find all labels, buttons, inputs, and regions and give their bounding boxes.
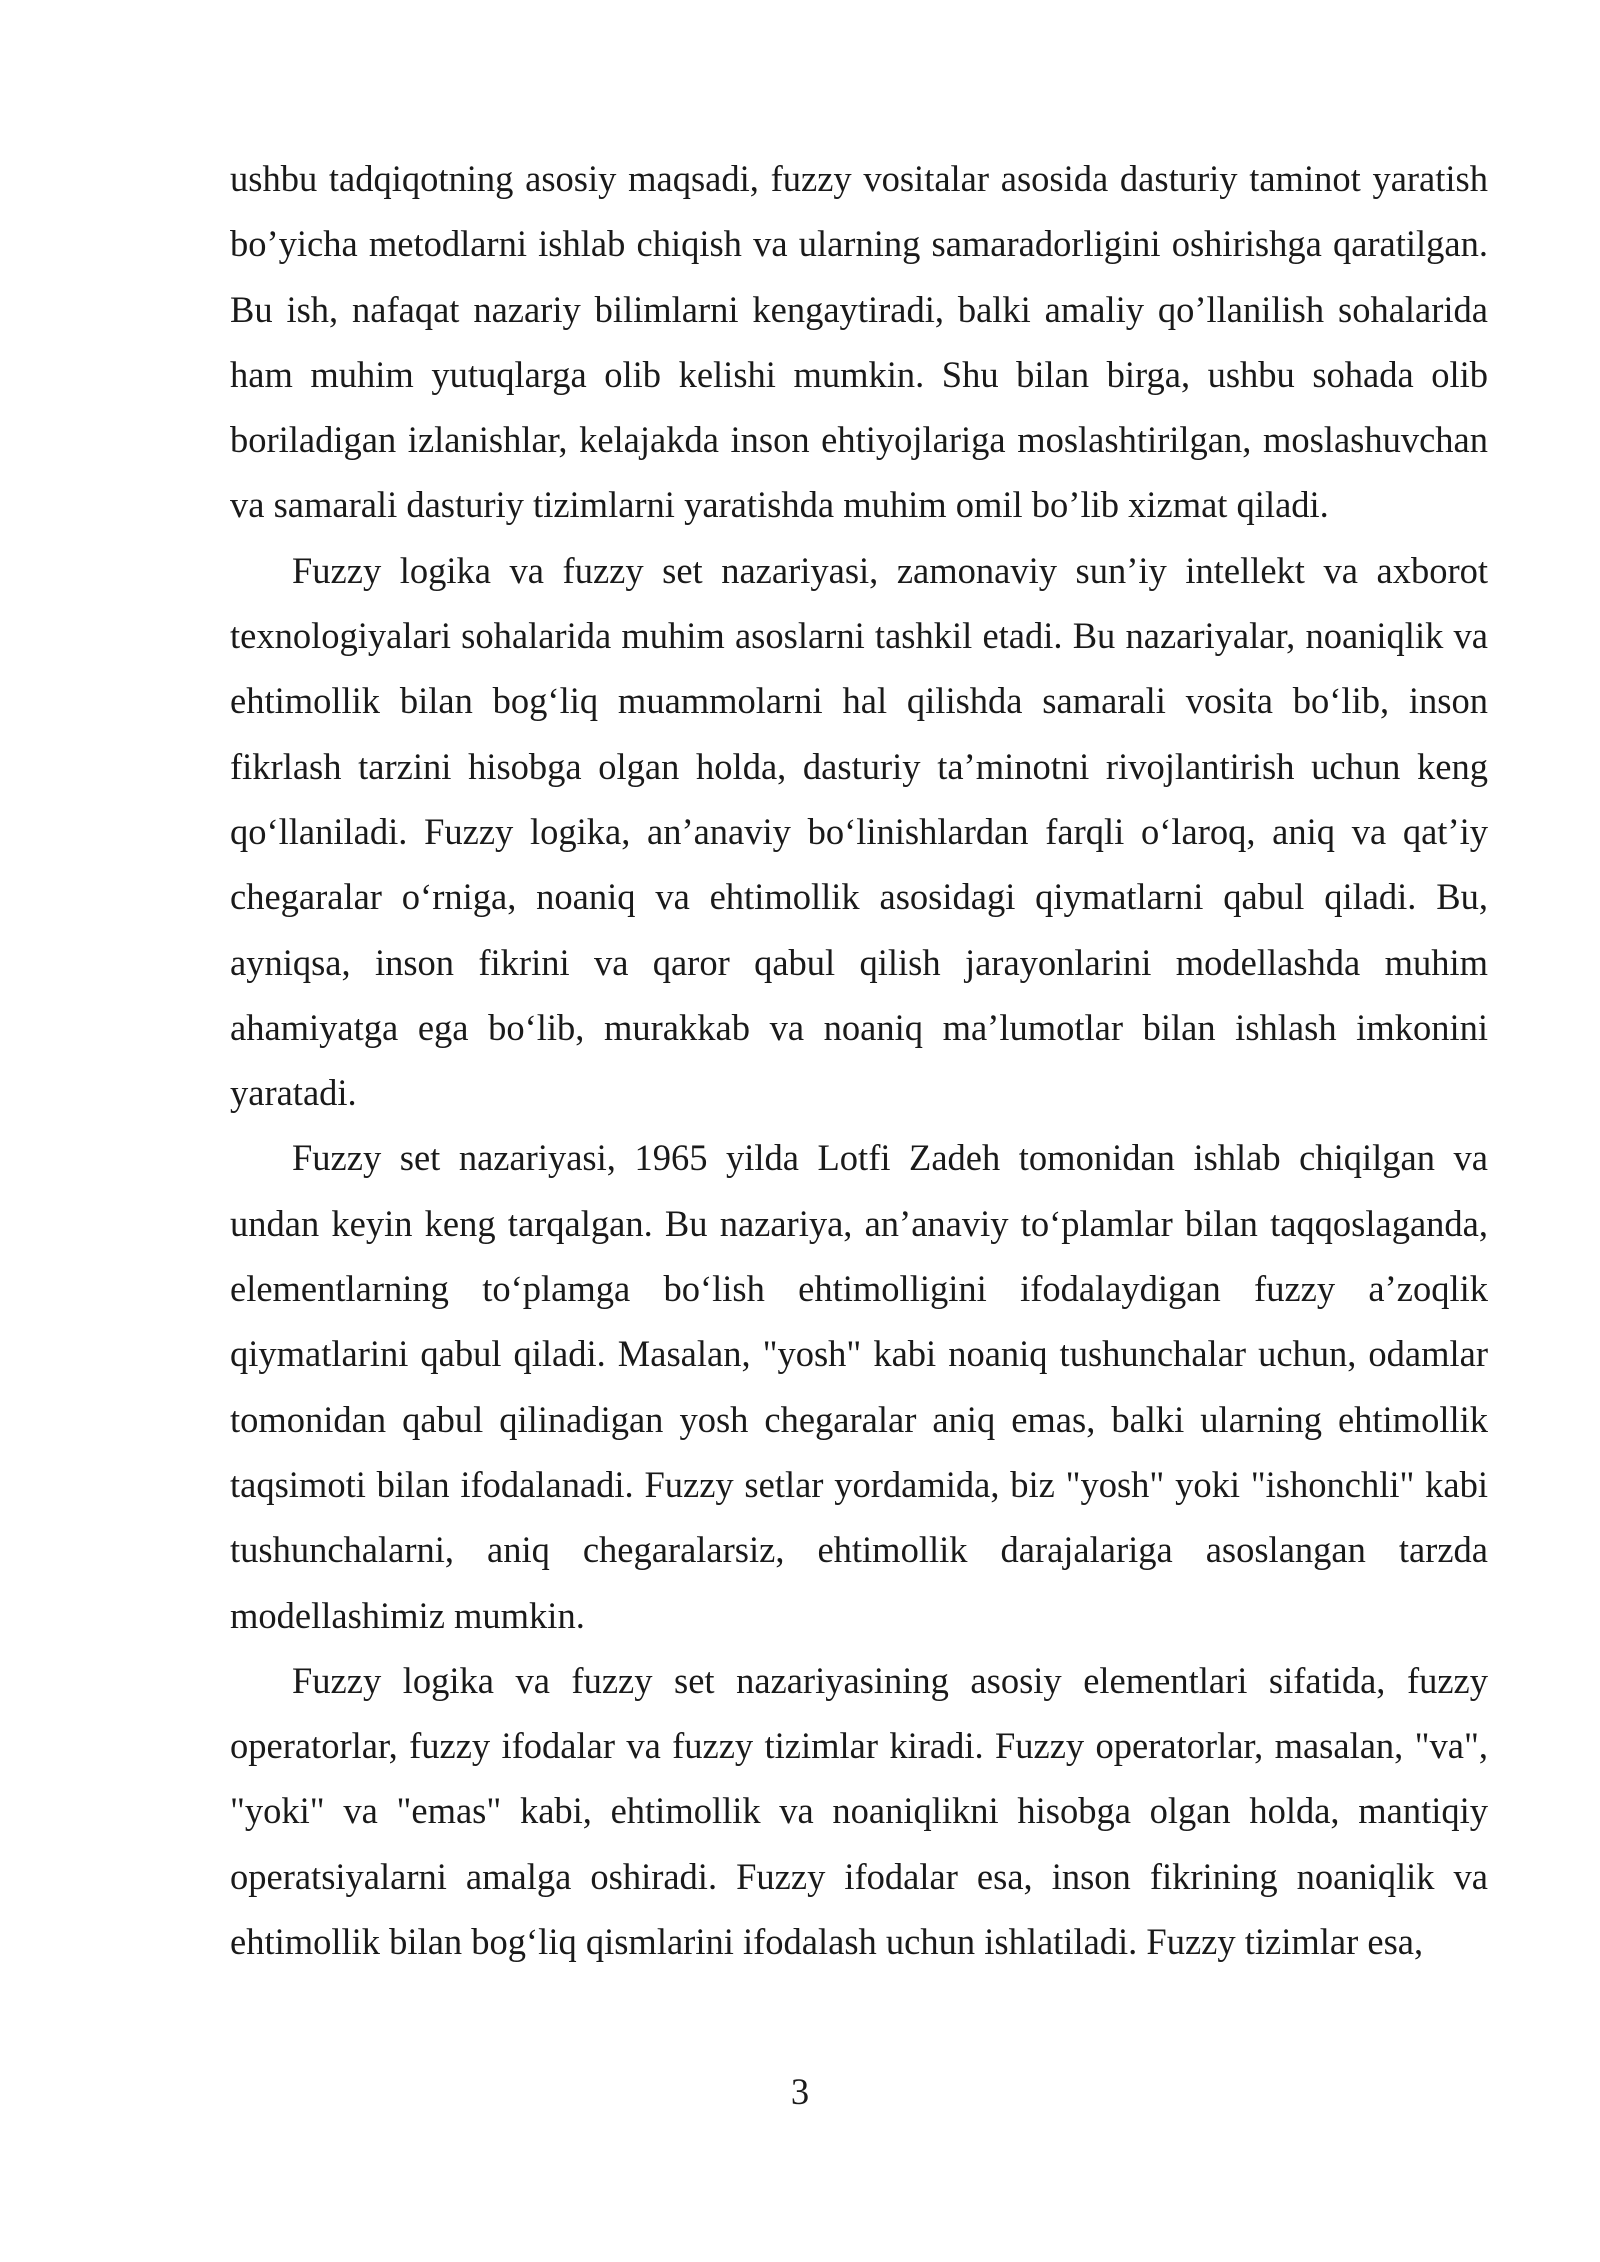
- paragraph-2: Fuzzy logika va fuzzy set nazariyasi, zamonaviy sun’iy intellekt va axborot texnologiyalari sohalarida muhim asoslarni tashkil etadi. Bu nazariyalar, noaniqlik va ehtimollik bilan bog‘liq muammolarni hal qilishda samarali vosita bo‘lib, inson fikrlash tarzini hisobga olgan holda, dasturiy ta’minotni rivojlantirish uchun keng qo‘llaniladi. Fuzzy logika, an’anaviy bo‘linishlardan farqli o‘laroq, aniq va qat’iy chegaralar o‘rniga, noaniq va ehtimollik asosidagi qiymatlarni qabul qiladi. Bu, ayniqsa, inson fikrini va qaror qabul qilish jarayonlarini modellashda muhim ahamiyatga ega bo‘lib, murakkab va noaniq ma’lumotlar bilan ishlash imkonini yaratadi.: [230, 549, 1488, 1114]
- paragraph-4: Fuzzy logika va fuzzy set nazariyasining asosiy elementlari sifatida, fuzzy operatorlar, fuzzy ifodalar va fuzzy tizimlar kiradi. Fuzzy operatorlar, masalan, "va", "yoki" va "emas" kabi, ehtimollik va noaniqlikni hisobga olgan holda, mantiqiy operatsiyalarni amalga oshiradi. Fuzzy ifodalar esa, inson fikrining noaniqlik va ehtimollik bilan bog‘liq qismlarini ifodalash uchun ishlatiladi. Fuzzy tizimlar esa,: [230, 1659, 1488, 1963]
- document-page: [230, 146, 1488, 1974]
- paragraph-1: ushbu tadqiqotning asosiy maqsadi, fuzzy vositalar asosida dasturiy taminot yaratish bo’yicha metodlarni ishlab chiqish va ularning samaradorligini oshirishga qaratilgan. Bu ish, nafaqat nazariy bilimlarni kengaytiradi, balki amaliy qo’llanilish sohalarida ham muhim yutuqlarga olib kelishi mumkin. Shu bilan birga, ushbu sohada olib boriladigan izlanishlar, kelajakda inson ehtiyojlariga moslashtirilgan, moslashuvchan va samarali dasturiy tizimlarni yaratishda muhim omil bo’lib xizmat qiladi.: [230, 158, 1488, 526]
- paragraph-3: Fuzzy set nazariyasi, 1965 yilda Lotfi Zadeh tomonidan ishlab chiqilgan va undan keyin keng tarqalgan. Bu nazariya, an’anaviy to‘plamlar bilan taqqoslaganda, elementlarning to‘plamga bo‘lish ehtimolligini ifodalaydigan fuzzy a’zoqlik qiymatlarini qabul qiladi. Masalan, "yosh" kabi noaniq tushunchalar uchun, odamlar tomonidan qabul qilinadigan yosh chegaralar aniq emas, balki ularning ehtimollik taqsimoti bilan ifodalanadi. Fuzzy setlar yordamida, biz "yosh" yoki "ishonchli" kabi tushunchalarni, aniq chegaralarsiz, ehtimollik darajalariga asoslangan tarzda modellashimiz mumkin.: [230, 1137, 1488, 1636]
- page-number: 3: [790, 2071, 810, 2112]
